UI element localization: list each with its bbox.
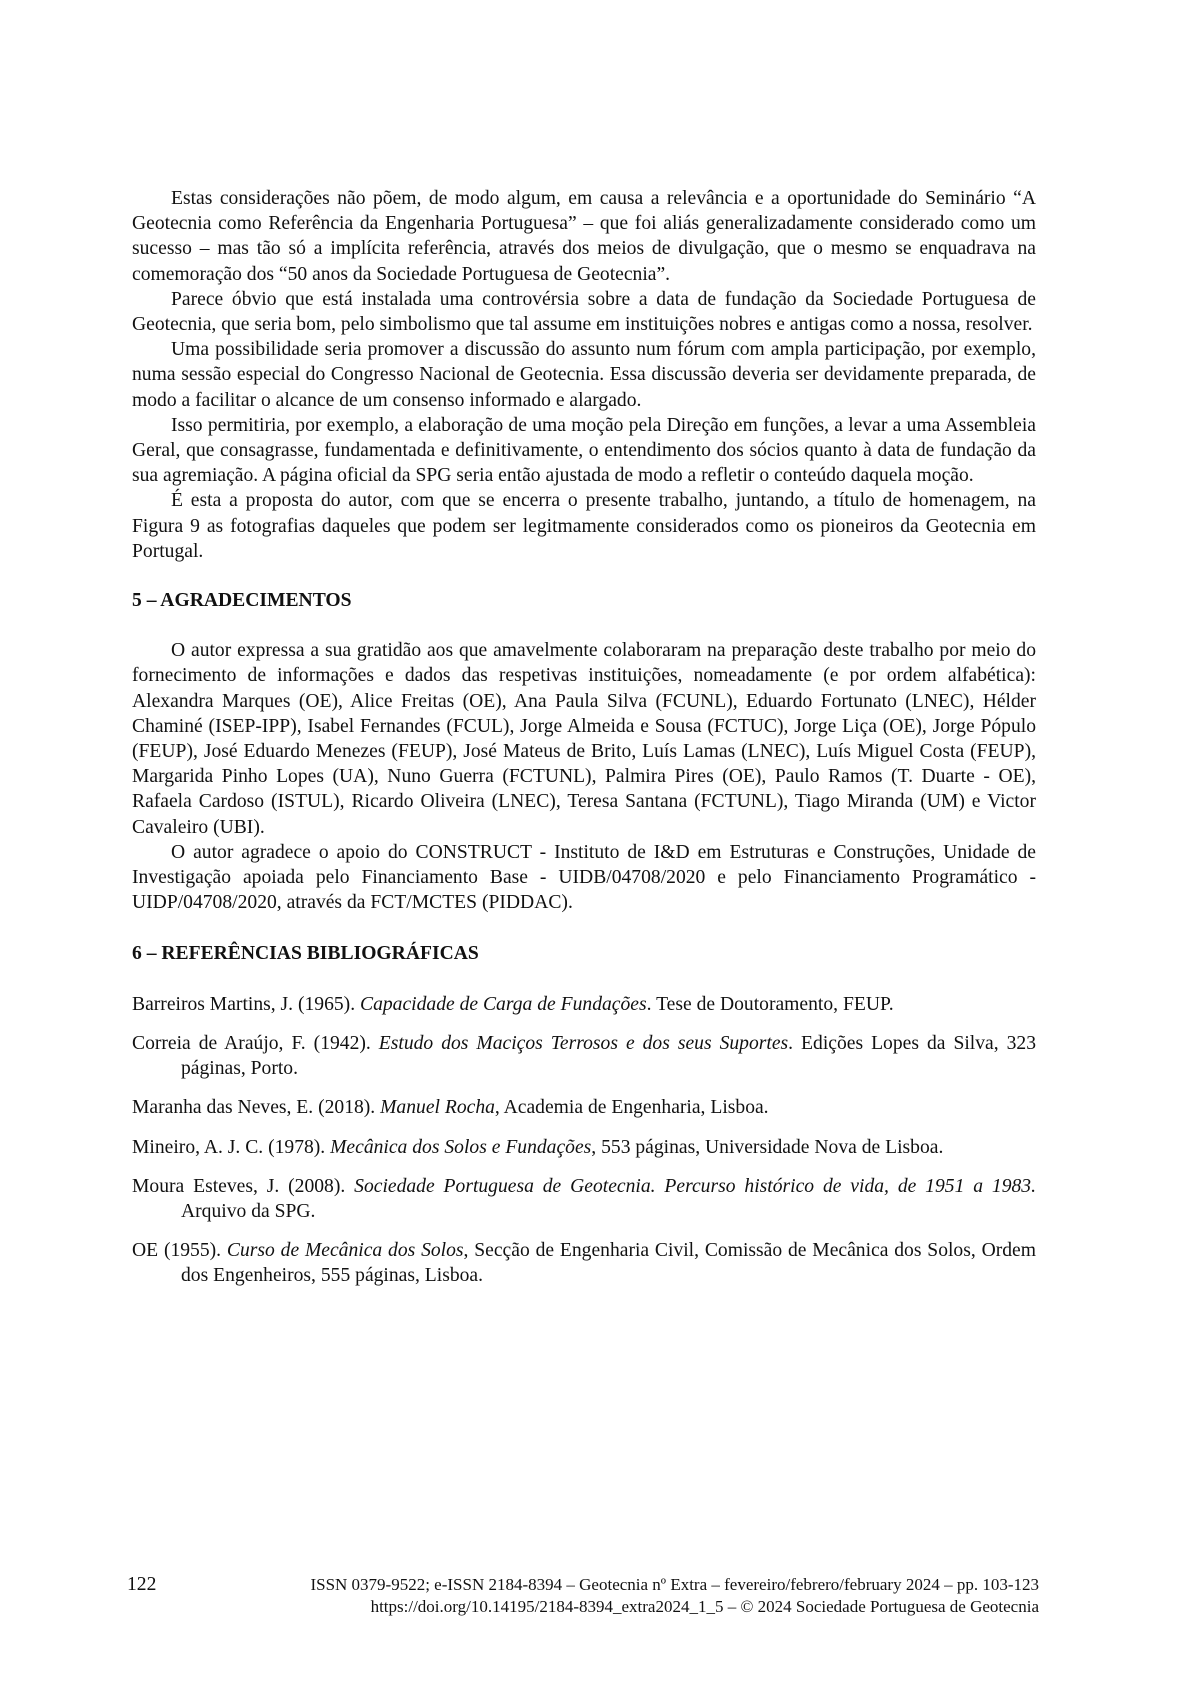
reference-details: , Secção de Engenharia Civil, Comissão de Mecânica dos Solos, Ordem dos Engenheiros, 555 páginas, Lisboa. [181,1240,1036,1287]
reference-item [132,1174,1036,1224]
reference-details: . Tese de Doutoramento, FEUP. [646,993,894,1015]
body-paragraph: Uma possibilidade seria promover a discussão do assunto num fórum com ampla participação, por exemplo, numa sessão especial do Congresso Nacional de Geotecnia. Essa discussão deveria ser devidamente preparada, de modo a facilitar o alcance de um consenso informado e alargado. [132,339,1036,411]
footer-doi-line: https://doi.org/10.14195/2184-8394_extra2024_1_5 – © 2024 Sociedade Portuguesa de Geotecnia [370,1597,1039,1616]
body-paragraph: Parece óbvio que está instalada uma controvérsia sobre a data de fundação da Sociedade Portuguesa de Geotecnia, que seria bom, pelo simbolismo que tal assume em instituições nobres e antigas como a nossa, resolver. [132,288,1036,336]
section-heading-references: 6 – REFERÊNCIAS BIBLIOGRÁFICAS [132,943,479,965]
reference-details: Arquivo da SPG. [181,1200,316,1222]
page-footer [127,1574,1039,1618]
reference-title: Curso de Mecânica dos Solos [226,1240,464,1262]
reference-authors: Mineiro, A. J. C. (1978). [132,1136,331,1158]
reference-title: Manuel Rocha [380,1097,495,1119]
reference-details: , Academia de Engenharia, Lisboa. [494,1097,769,1119]
acknowledgements-paragraph: O autor agradece o apoio do CONSTRUCT - Instituto de I&D em Estruturas e Construções, Unidade de Investigação apoiada pelo Financiamento Base - UIDB/04708/2020 e pelo Financiamento Programático - UIDP/04708/2020, através da FCT/MCTES (PIDDAC). [132,841,1036,914]
reference-list [132,992,1036,1289]
reference-details: . Edições Lopes da Silva, 323 páginas, Porto. [181,1032,1036,1080]
page-body [132,186,1036,1303]
reference-item [132,1238,1036,1288]
reference-authors: Barreiros Martins, J. (1965). [132,993,361,1015]
body-paragraph: É esta a proposta do autor, com que se encerra o presente trabalho, juntando, a título de homenagem, na Figura 9 as fotografias daqueles que podem ser legitmamente considerados como os pioneiros da Geotecnia em Portugal. [132,490,1036,562]
reference-item [132,992,1036,1017]
reference-authors: Maranha das Neves, E. (2018). [132,1097,381,1119]
reference-item [132,1095,1036,1120]
reference-title: Sociedade Portuguesa de Geotecnia. Percurso histórico de vida, de 1951 a 1983. [354,1175,1036,1197]
body-paragraph: Estas considerações não põem, de modo algum, em causa a relevância e a oportunidade do Seminário “A Geotecnia como Referência da Engenharia Portuguesa” – que foi aliás generalizadamente considerado como um sucesso – mas tão só a implícita referência, através dos meios de divulgação, que o mesmo se enquadrava na comemoração dos “50 anos da Sociedade Portuguesa de Geotecnia”. [132,188,1036,285]
reference-item [132,1135,1036,1160]
reference-title: Capacidade de Carga de Fundações [360,993,647,1015]
footer-issn-line: ISSN 0379-9522; e-ISSN 2184-8394 – Geotecnia nº Extra – fevereiro/febrero/february 2024 – pp. 103-123 [310,1575,1039,1594]
acknowledgements-paragraph: O autor expressa a sua gratidão aos que amavelmente colaboraram na preparação deste trabalho por meio do fornecimento de informações e dados das respetivas instituições, nomeadamente (e por ordem alfabética): Alexandra Marques (OE), Alice Freitas (OE), Ana Paula Silva (FCUNL), Eduardo Fortunato (LNEC), Hélder Chaminé (ISEP-IPP), Isabel Fernandes (FCUL), Jorge Almeida e Sousa (FCTUC), Jorge Liça (OE), Jorge Pópulo (FEUP), José Eduardo Menezes (FEUP), José Mateus de Brito, Luís Lamas (LNEC), Luís Miguel Costa (FEUP), Margarida Pinho Lopes (UA), Nuno Guerra (FCTUNL), Palmira Pires (OE), Paulo Ramos (T. Duarte - OE), Rafaela Cardoso (ISTUL), Ricardo Oliveira (LNEC), Teresa Santana (FCTUNL), Tiago Miranda (UM) e Victor Cavaleiro (UBI). [132,640,1036,838]
reference-details: , 553 páginas, Universidade Nova de Lisboa. [591,1136,944,1158]
section-heading-acknowledgements: 5 – AGRADECIMENTOS [132,590,352,612]
reference-authors: Correia de Araújo, F. (1942). [132,1032,379,1054]
reference-authors: Moura Esteves, J. (2008). [132,1175,355,1197]
page-number: 122 [127,1574,157,1595]
reference-item [132,1031,1036,1081]
reference-authors: OE (1955). [132,1240,227,1262]
reference-title: Mecânica dos Solos e Fundações [330,1136,592,1158]
body-paragraph: Isso permitiria, por exemplo, a elaboração de uma moção pela Direção em funções, a levar a uma Assembleia Geral, que consagrasse, fundamentada e definitivamente, o entendimento dos sócios quanto à data de fundação da sua agremiação. A página oficial da SPG seria então ajustada de modo a refletir o conteúdo daquela moção. [132,414,1036,487]
reference-title: Estudo dos Maciços Terrosos e dos seus Suportes [378,1032,789,1054]
